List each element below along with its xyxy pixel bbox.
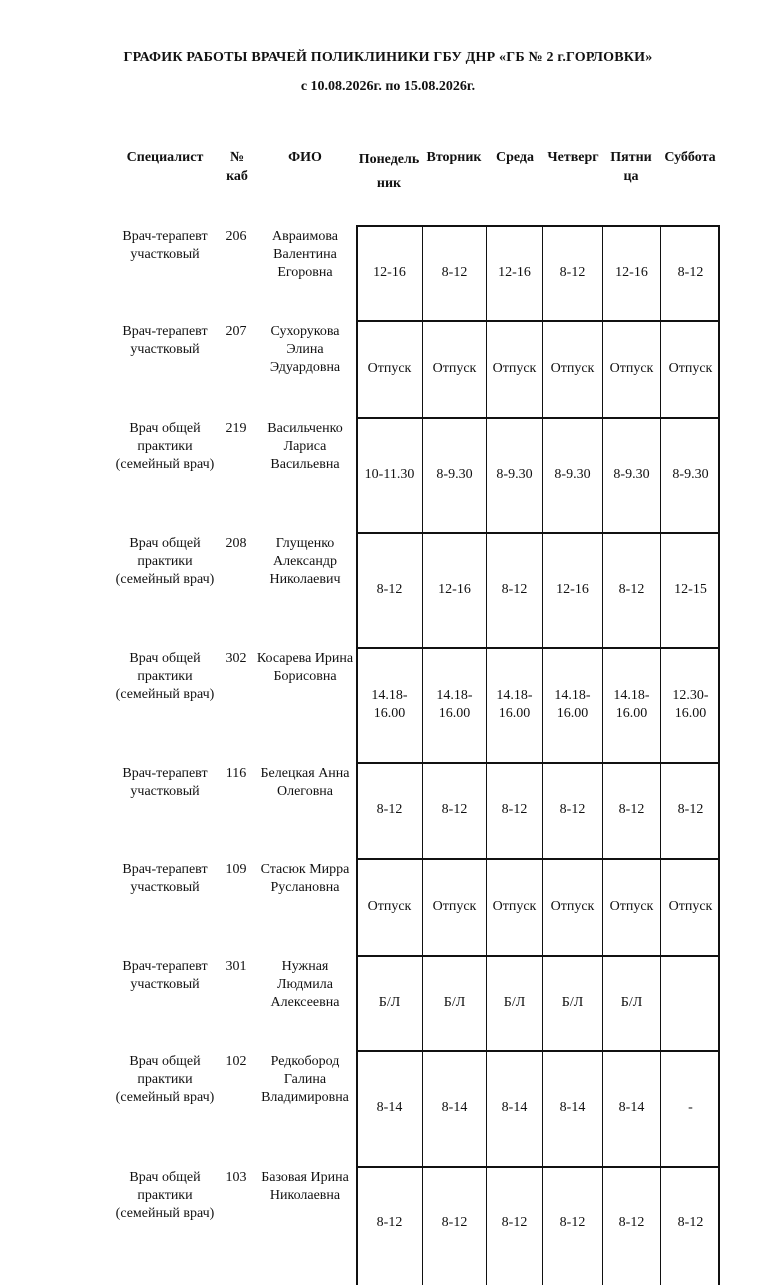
schedule-cell-saturday: 8-12 [677, 1215, 704, 1230]
schedule-cell-friday: Отпуск [609, 360, 654, 376]
specialist-cell: Врач общей практики (семейный врач) [115, 1170, 215, 1221]
specialist-cell: Врач-терапевт участковый [122, 324, 208, 357]
schedule-cell-thursday: 8-12 [559, 1215, 586, 1230]
schedule-cell-saturday: 8-12 [677, 264, 704, 280]
schedule-cell-monday: 10-11.30 [364, 466, 415, 482]
document-title: ГРАФИК РАБОТЫ ВРАЧЕЙ ПОЛИКЛИНИКИ ГБУ ДНР «ГБ № 2 г.ГОРЛОВКИ» [123, 50, 653, 65]
room-cell: 206 [225, 229, 247, 244]
schedule-cell-thursday: 8-12 [559, 802, 586, 817]
schedule-cell-saturday: - [688, 1100, 693, 1115]
specialist-cell: Врач-терапевт участковый [122, 959, 208, 992]
schedule-cell-wednesday: 8-9.30 [496, 466, 533, 482]
schedule-cell-wednesday: Отпуск [492, 898, 537, 914]
doctor-name-cell: Редкобород Галина Владимировна [261, 1054, 349, 1105]
doctor-name-cell: Васильченко Лариса Васильевна [267, 421, 343, 472]
doctor-name-cell: Глущенко Александр Николаевич [269, 536, 341, 587]
schedule-cell-thursday: 8-14 [559, 1100, 586, 1115]
schedule-cell-monday: Б/Л [378, 994, 401, 1010]
schedule-cell-friday: 8-12 [618, 1215, 645, 1230]
specialist-cell: Врач общей практики (семейный врач) [115, 1054, 215, 1105]
schedule-cell-monday: Отпуск [367, 360, 412, 376]
doctor-name-cell: Авраимова Валентина Егоровна [272, 229, 338, 280]
specialist-cell: Врач общей практики (семейный врач) [115, 536, 215, 587]
schedule-cell-friday: Отпуск [609, 898, 654, 914]
schedule-cell-wednesday: 8-12 [501, 1215, 528, 1230]
schedule-cell-thursday: 8-12 [559, 264, 586, 280]
schedule-cell-thursday: Отпуск [550, 360, 595, 376]
schedule-cell-tuesday: 8-12 [441, 264, 468, 280]
schedule-cell-saturday: 12.30-16.00 [672, 687, 709, 721]
schedule-cell-thursday: 12-16 [556, 581, 589, 597]
schedule-cell-tuesday: Отпуск [432, 898, 477, 914]
room-cell: 302 [225, 651, 247, 666]
schedule-cell-tuesday: Отпуск [432, 360, 477, 376]
schedule-cell-friday: Б/Л [620, 994, 643, 1010]
schedule-cell-friday: 8-9.30 [613, 466, 650, 482]
schedule-cell-friday: 8-12 [618, 581, 645, 597]
schedule-cell-monday: 8-12 [376, 1215, 403, 1230]
schedule-cell-tuesday: 14.18-16.00 [436, 687, 473, 721]
schedule-cell-tuesday: 12-16 [438, 581, 471, 597]
schedule-cell-friday: 14.18-16.00 [613, 687, 650, 721]
schedule-cell-saturday: 8-12 [677, 802, 704, 817]
doctor-name-cell: Косарева Ирина Борисовна [256, 651, 354, 684]
room-cell: 207 [225, 324, 247, 339]
schedule-cell-monday: 12-16 [373, 264, 406, 280]
room-cell: 103 [225, 1170, 247, 1185]
schedule-cell-thursday: 8-9.30 [554, 466, 591, 482]
specialist-cell: Врач общей практики (семейный врач) [115, 421, 215, 472]
schedule-cell-saturday: Отпуск [668, 898, 713, 914]
header-wednesday: Среда [495, 150, 534, 165]
schedule-cell-wednesday: Б/Л [503, 994, 526, 1010]
schedule-cell-monday: 8-12 [376, 581, 403, 597]
schedule-cell-monday: 14.18-16.00 [371, 687, 408, 721]
schedule-cell-wednesday: Отпуск [492, 360, 537, 376]
doctor-name-cell: Базовая Ирина Николаевна [261, 1170, 349, 1203]
schedule-cell-tuesday: 8-12 [441, 802, 468, 817]
room-cell: 109 [225, 862, 247, 877]
header-tuesday: Вторник [426, 150, 482, 165]
room-cell: 301 [225, 959, 247, 974]
doctor-name-cell: Белецкая Анна Олеговна [260, 766, 350, 799]
room-cell: 116 [225, 766, 247, 781]
schedule-cell-saturday [661, 955, 720, 1050]
doctor-name-cell: Стасюк Мирра Руслановна [260, 862, 350, 895]
header-room: № каб [226, 150, 248, 184]
room-cell: 208 [225, 536, 247, 551]
header-thursday: Четверг [547, 150, 599, 165]
doctor-name-cell: Нужная Людмила Алексеевна [270, 959, 340, 1010]
header-monday: Понедельник [358, 152, 420, 191]
schedule-cell-friday: 12-16 [615, 264, 648, 280]
schedule-cell-saturday: 8-9.30 [672, 466, 709, 482]
schedule-cell-thursday: Отпуск [550, 898, 595, 914]
schedule-cell-wednesday: 8-12 [501, 581, 528, 597]
schedule-cell-tuesday: 8-14 [441, 1100, 468, 1115]
schedule-cell-tuesday: Б/Л [443, 994, 466, 1010]
header-name: ФИО [288, 150, 322, 165]
room-cell: 102 [225, 1054, 247, 1069]
schedule-cell-thursday: 14.18-16.00 [554, 687, 591, 721]
document-subtitle: с 10.08.2026г. по 15.08.2026г. [300, 79, 476, 94]
specialist-cell: Врач-терапевт участковый [122, 229, 208, 262]
schedule-cell-tuesday: 8-9.30 [436, 466, 473, 482]
specialist-cell: Врач-терапевт участковый [122, 862, 208, 895]
schedule-cell-thursday: Б/Л [561, 994, 584, 1010]
schedule-cell-wednesday: 12-16 [498, 264, 531, 280]
header-specialist: Специалист [126, 150, 204, 165]
schedule-cell-tuesday: 8-12 [441, 1215, 468, 1230]
specialist-cell: Врач общей практики (семейный врач) [115, 651, 215, 702]
schedule-cell-friday: 8-12 [618, 802, 645, 817]
schedule-cell-monday: 8-14 [376, 1100, 403, 1115]
schedule-cell-wednesday: 14.18-16.00 [496, 687, 533, 721]
schedule-cell-monday: Отпуск [367, 898, 412, 914]
header-friday: Пятница [610, 150, 652, 184]
schedule-cell-monday: 8-12 [376, 802, 403, 817]
schedule-cell-saturday: Отпуск [668, 360, 713, 376]
room-cell: 219 [225, 421, 247, 436]
specialist-cell: Врач-терапевт участковый [122, 766, 208, 799]
schedule-cell-saturday: 12-15 [674, 581, 707, 597]
schedule-cell-wednesday: 8-12 [501, 802, 528, 817]
doctor-name-cell: Сухорукова Элина Эдуардовна [269, 324, 341, 375]
header-saturday: Суббота [664, 150, 716, 165]
schedule-cell-friday: 8-14 [618, 1100, 645, 1115]
schedule-cell-wednesday: 8-14 [501, 1100, 528, 1115]
